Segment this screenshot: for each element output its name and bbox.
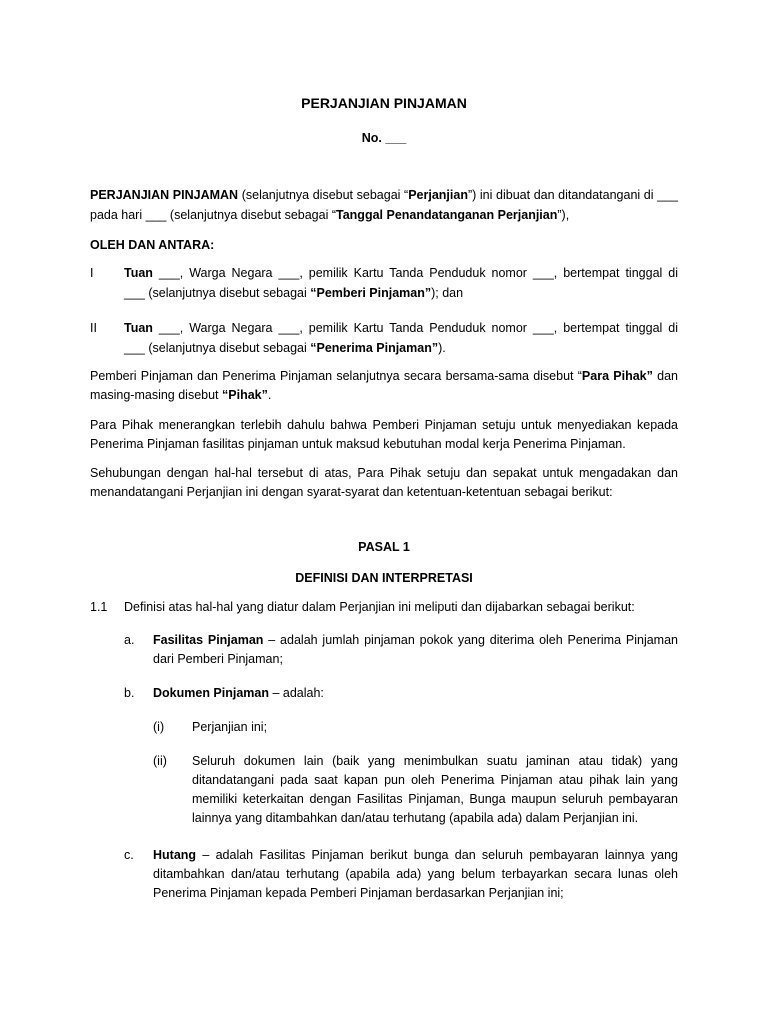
recital-line-2: Penerima Pinjaman fasilitas pinjaman untuk maksud kebutuhan modal kerja Penerima Pinjaman.: [90, 437, 626, 451]
item-b-line-1: [153, 685, 324, 701]
document-title: PERJANJIAN PINJAMAN: [301, 95, 467, 111]
sub-item-ii-line-4: lainnya yang ditambahkan dan/atau terhutang (apabila ada) dalam Perjanjian ini.: [192, 811, 639, 825]
article-title: DEFINISI DAN INTERPRETASI: [295, 571, 473, 585]
sub-item-i-number: (i): [153, 720, 165, 734]
item-b-text: – adalah:: [269, 686, 324, 700]
party-1-text: ); dan: [431, 286, 464, 300]
clause-text: Definisi atas hal-hal yang diatur dalam Perjanjian ini meliputi dan dijabarkan sebagai berikut:: [124, 600, 635, 614]
intro-text: pada hari ___ (selanjutnya disebut sebagai “: [90, 208, 337, 222]
party-1-text: ___, Warga Negara ___, pemilik Kartu Tanda Penduduk nomor ___, bertempat tinggal di: [152, 266, 678, 280]
parties-term: Para Pihak”: [581, 369, 653, 383]
item-a-term: Fasilitas Pinjaman: [153, 633, 264, 647]
agreement-intro-line-2: menandatangani Perjanjian ini dengan syarat-syarat dan ketentuan-ketentuan sebagai berikut:: [90, 485, 613, 499]
intro-line-1: [90, 187, 678, 203]
party-1-text: ___ (selanjutnya disebut sebagai: [124, 286, 311, 300]
party-term: “Pihak”: [222, 388, 268, 402]
sub-item-i-text: Perjanjian ini;: [192, 720, 268, 734]
between-heading: OLEH DAN ANTARA:: [90, 238, 215, 252]
intro-term-agreement: Perjanjian: [408, 188, 468, 202]
parties-text: dan: [652, 369, 678, 383]
intro-text: ”) ini dibuat dan ditandatangani di ___: [467, 188, 678, 202]
sub-item-ii-line-2: ditandatangani pada saat kapan pun oleh Penerima Pinjaman atau pihak lain yang: [192, 773, 678, 787]
party-2-line-2: [124, 340, 446, 356]
parties-paragraph-line-1: [90, 368, 678, 384]
party-1-term: “Pemberi Pinjaman”: [310, 286, 432, 300]
parties-paragraph-line-2: [90, 387, 271, 403]
parties-text: masing-masing disebut: [90, 388, 223, 402]
intro-term-agreement-title: PERJANJIAN PINJAMAN: [90, 188, 239, 202]
clause-number: 1.1: [90, 600, 108, 614]
item-c-term: Hutang: [153, 848, 197, 862]
parties-text: Pemberi Pinjaman dan Penerima Pinjaman selanjutnya secara bersama-sama disebut “: [90, 369, 582, 383]
party-1-title: Tuan: [124, 266, 153, 280]
item-a-line-2: dari Pemberi Pinjaman;: [153, 652, 283, 666]
intro-line-2: [90, 207, 569, 223]
item-a-line-1: [153, 632, 678, 648]
party-1-line-2: [124, 285, 463, 301]
party-1-line-1: [124, 265, 678, 281]
item-b-letter: b.: [124, 686, 135, 700]
intro-text: (selanjutnya disebut sebagai “: [238, 188, 409, 202]
intro-text: ”),: [557, 208, 570, 222]
sub-item-ii-number: (ii): [153, 754, 167, 768]
party-2-number: II: [90, 321, 97, 335]
sub-item-ii-line-1: Seluruh dokumen lain (baik yang menimbulkan suatu jaminan atau tidak) yang: [192, 754, 678, 768]
party-2-text: ___, Warga Negara ___, pemilik Kartu Tanda Penduduk nomor ___, bertempat tinggal di: [152, 321, 678, 335]
item-c-line-2: ditambahkan dan/atau terhutang (apabila ada) yang belum terbayarkan secara lunas oleh: [153, 867, 678, 881]
item-c-text: – adalah Fasilitas Pinjaman berikut bunga dan seluruh pembayaran lainnya yang: [196, 848, 678, 862]
agreement-intro-line-1: Sehubungan dengan hal-hal tersebut di atas, Para Pihak setuju dan sepakat untuk mengadakan dan: [90, 466, 678, 480]
recital-line-1: Para Pihak menerangkan terlebih dahulu bahwa Pemberi Pinjaman setuju untuk menyediakan kepada: [90, 418, 678, 432]
article-number: PASAL 1: [358, 540, 410, 554]
item-b-term: Dokumen Pinjaman: [153, 686, 269, 700]
sub-item-ii-line-3: memiliki keterkaitan dengan Fasilitas Pinjaman, Bunga maupun seluruh pembayaran: [192, 792, 678, 806]
party-1-number: I: [90, 266, 94, 280]
parties-text: .: [267, 388, 272, 402]
party-2-term: “Penerima Pinjaman”: [310, 341, 439, 355]
intro-term-signing-date: Tanggal Penandatanganan Perjanjian: [336, 208, 558, 222]
document-number: No. ___: [361, 131, 407, 145]
party-2-title: Tuan: [124, 321, 153, 335]
item-a-text: – adalah jumlah pinjaman pokok yang diterima oleh Penerima Pinjaman: [263, 633, 678, 647]
party-2-text: ).: [438, 341, 446, 355]
item-c-letter: c.: [124, 848, 134, 862]
party-2-text: ___ (selanjutnya disebut sebagai: [124, 341, 311, 355]
item-c-line-3: Penerima Pinjaman kepada Pemberi Pinjaman berdasarkan Perjanjian ini;: [153, 886, 564, 900]
item-c-line-1: [153, 847, 678, 863]
party-2-line-1: [124, 320, 678, 336]
item-a-letter: a.: [124, 633, 135, 647]
